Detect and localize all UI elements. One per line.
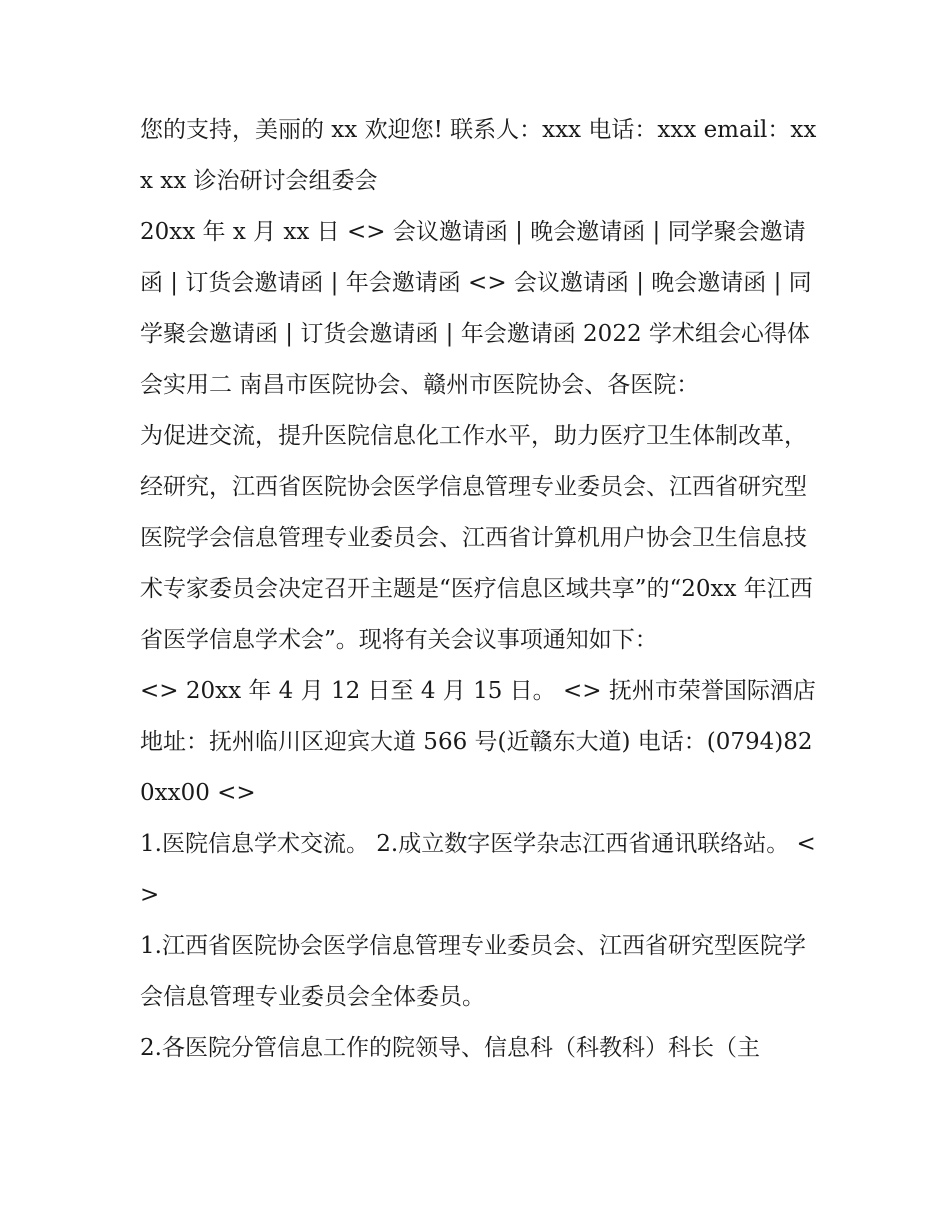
paragraph-attendees-1: 1.江西省医院协会医学信息管理专业委员会、江西省研究型医院学会信息管理专业委员会全体委员。	[140, 933, 806, 1010]
document-body	[140, 105, 824, 1074]
paragraph-agenda: 1.医院信息学术交流。 2.成立数字医学杂志江西省通讯联络站。 <>	[140, 831, 816, 908]
paragraph-invitation-links: 20xx 年 x 月 xx 日 <> 会议邀请函 | 晚会邀请函 | 同学聚会邀请函 | 订货会邀请函 | 年会邀请函 <> 会议邀请函 | 晚会邀请函 | 同学聚会邀请函 | 订货会邀请函 | 年会邀请函 2022 学术组会心得体会实用二 南昌市医院协会、赣州市医院协会、各医院：	[140, 219, 812, 398]
paragraph-meeting-intro: 为促进交流，提升医院信息化工作水平，助力医疗卫生体制改革，经研究，江西省医院协会医学信息管理专业委员会、江西省研究型医院学会信息管理专业委员会、江西省计算机用户协会卫生信息技术专家委员会决定召开主题是“医疗信息区域共享”的“20xx 年江西省医学信息学术会”。现将有关会议事项通知如下：	[140, 423, 813, 653]
paragraph-contact-info: 您的支持，美丽的 xx 欢迎您! 联系人：xxx 电话：xxx email：xxx xx 诊治研讨会组委会	[140, 117, 817, 194]
paragraph-attendees-2: 2.各医院分管信息工作的院领导、信息科（科教科）科长（主	[140, 1035, 760, 1061]
paragraph-time-venue: <> 20xx 年 4 月 12 日至 4 月 15 日。 <> 抚州市荣誉国际酒店 地址：抚州临川区迎宾大道 566 号(近赣东大道) 电话：(0794)820xx00 <>	[140, 678, 824, 806]
